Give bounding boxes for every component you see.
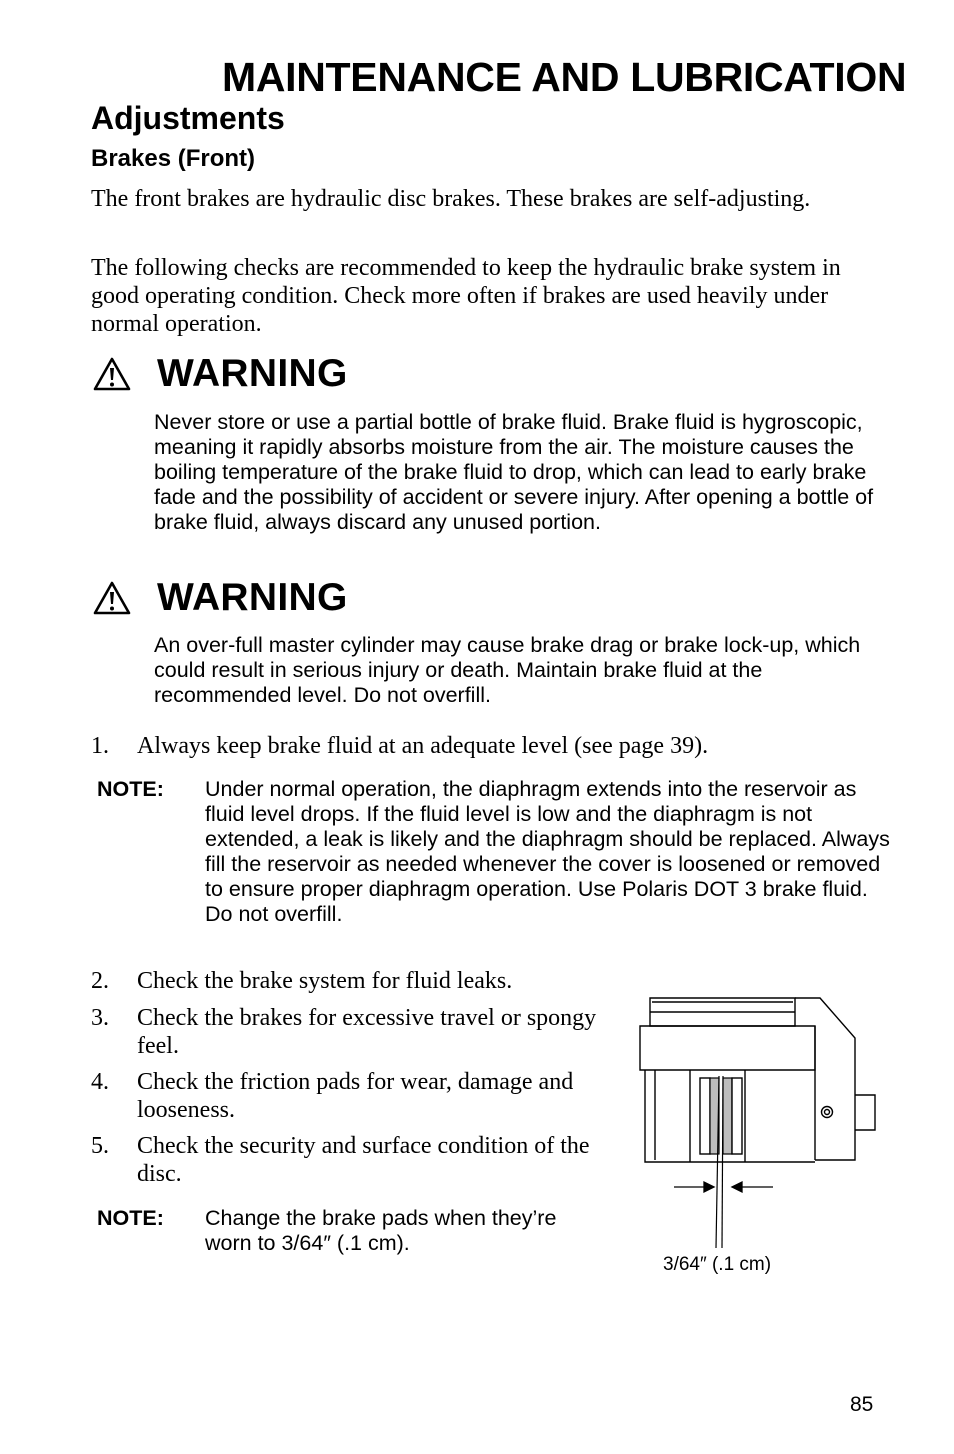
warning-header-1 bbox=[93, 352, 348, 396]
list-item-number: 5. bbox=[91, 1133, 109, 1159]
list-item bbox=[91, 732, 891, 760]
list-item bbox=[91, 967, 611, 995]
warning-header-2 bbox=[93, 576, 348, 620]
intro-paragraph-2: The following checks are recommended to keep the hydraulic brake system in good operating condition. Check more often if brakes are used heavily under normal operation. bbox=[91, 255, 841, 337]
page-number: 85 bbox=[850, 1393, 874, 1416]
list-item-number: 2. bbox=[91, 968, 109, 994]
list-item-text: Check the friction pads for wear, damage and looseness. bbox=[137, 1069, 574, 1123]
warning-triangle-icon bbox=[93, 581, 131, 615]
intro-paragraph-1: The front brakes are hydraulic disc brakes. These brakes are self-adjusting. bbox=[91, 186, 811, 212]
warning-text-2: An over-full master cylinder may cause brake drag or brake lock-up, which could result in serious injury or death. Maintain brake fluid at the recommended level. Do not overfill. bbox=[154, 633, 861, 707]
note-2 bbox=[97, 1206, 567, 1256]
subsection-heading: Brakes (Front) bbox=[91, 145, 256, 172]
warning-title-1: WARNING bbox=[157, 352, 348, 395]
list-item bbox=[91, 1068, 611, 1124]
list-item bbox=[91, 1132, 611, 1188]
list-item-text: Always keep brake fluid at an adequate level (see page 39). bbox=[137, 733, 709, 759]
page-title: MAINTENANCE AND LUBRICATION bbox=[222, 54, 907, 100]
list-item-text: Check the brakes for excessive travel or spongy feel. bbox=[137, 1005, 597, 1059]
list-item-number: 4. bbox=[91, 1069, 109, 1095]
warning-title-2: WARNING bbox=[157, 576, 348, 619]
note-label: NOTE: bbox=[97, 777, 164, 801]
note-label: NOTE: bbox=[97, 1206, 164, 1230]
note-1 bbox=[97, 777, 897, 927]
warning-triangle-icon bbox=[93, 357, 131, 391]
figure-caption: 3/64″ (.1 cm) bbox=[663, 1254, 772, 1275]
list-item-number: 3. bbox=[91, 1005, 109, 1031]
list-item-number: 1. bbox=[91, 733, 109, 759]
list-item-text: Check the brake system for fluid leaks. bbox=[137, 968, 513, 994]
list-item bbox=[91, 1004, 611, 1060]
note-text: Under normal operation, the diaphragm extends into the reservoir as fluid level drops. If the fluid level is low and the diaphragm is not extended, a leak is likely and the diaphragm should be replaced. Always fill the reservoir as needed whenever the cover is loosened or removed to ensure proper diaphragm operation. Use Polaris DOT 3 brake fluid. Do not overfill. bbox=[205, 777, 890, 926]
section-heading: Adjustments bbox=[91, 100, 285, 136]
brake-caliper-illustration bbox=[630, 990, 890, 1260]
list-item-text: Check the security and surface condition of the disc. bbox=[137, 1133, 590, 1187]
note-text: Change the brake pads when they’re worn to 3/64″ (.1 cm). bbox=[205, 1206, 557, 1255]
warning-text-1: Never store or use a partial bottle of brake fluid. Brake fluid is hygroscopic, meaning it rapidly absorbs moisture from the air. The moisture causes the boiling temperature of the brake fluid to drop, which can lead to early brake fade and the possibility of accident or severe injury. After opening a bottle of brake fluid, always discard any unused portion. bbox=[154, 410, 874, 534]
